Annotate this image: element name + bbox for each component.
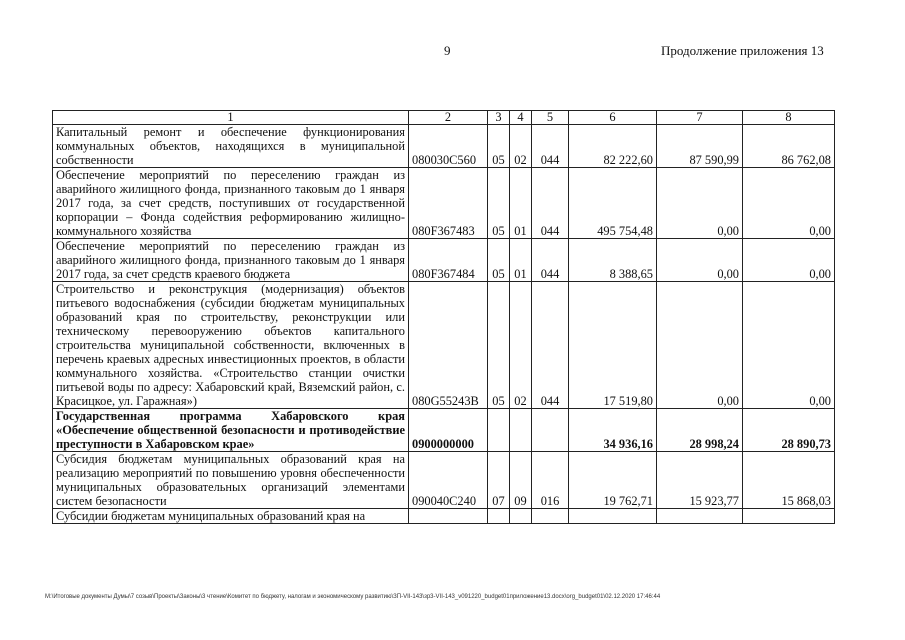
table-row [53,452,835,509]
expense-type-code: 044 [532,168,569,239]
table-row [53,509,835,524]
amount-col7: 0,00 [657,168,743,239]
column-header: 5 [532,111,569,125]
section-code: 07 [488,452,510,509]
table-row [53,125,835,168]
subsection-code: 01 [510,168,532,239]
subsection-code: 01 [510,239,532,282]
document-path-footer: M:\Итоговые документы Думы\7 созыв\Проекты\Законы\3 чтение\Комитет по бюджету, налогам и экономическому развитию\ЗП-VII-143\зр3-VII-143_v091220_budget01приложение13.docx\org_budget01\02.12.2020 17:46:44 [45,594,661,600]
amount-col6 [569,509,657,524]
subsection-code: 09 [510,452,532,509]
target-code: 080030С560 [409,125,488,168]
amount-col7: 0,00 [657,239,743,282]
subsection-code [510,409,532,452]
amount-col7: 28 998,24 [657,409,743,452]
row-name: Капитальный ремонт и обеспечение функционирования коммунальных объектов, находящихся в муниципальной собственности [53,125,409,168]
amount-col8: 0,00 [743,282,835,409]
table-header-row [53,111,835,125]
amount-col7: 87 590,99 [657,125,743,168]
target-code [409,509,488,524]
amount-col6: 8 388,65 [569,239,657,282]
table-row [53,282,835,409]
target-code: 080F367484 [409,239,488,282]
target-code: 090040С240 [409,452,488,509]
table-row [53,168,835,239]
expense-type-code [532,409,569,452]
continuation-title: Продолжение приложения 13 [661,43,824,58]
expense-type-code: 044 [532,125,569,168]
row-name: Обеспечение мероприятий по переселению граждан из аварийного жилищного фонда, признанного таковым до 1 января 2017 года, за счет средств, поступивших от государственной корпорации – Фонда содействия реформированию жилищно-коммунального хозяйства [53,168,409,239]
page-number: 9 [444,43,451,58]
expense-type-code: 044 [532,282,569,409]
expense-type-code: 016 [532,452,569,509]
target-code: 080F367483 [409,168,488,239]
section-code: 05 [488,239,510,282]
section-code: 05 [488,282,510,409]
column-header: 2 [409,111,488,125]
amount-col7: 0,00 [657,282,743,409]
amount-col7 [657,509,743,524]
section-code: 05 [488,125,510,168]
section-code [488,509,510,524]
row-name: Строительство и реконструкция (модернизация) объектов питьевого водоснабжения (субсидии бюджетам муниципальных образований края по строительству, реконструкции или техническому перевооружению объектов капитального строительства муниципальной собственности, включенных в перечень краевых адресных инвестиционных проектов, в области коммунального хозяйства. «Строительство станции очистки питьевой воды по адресу: Хабаровский край, Вяземский район, с. Красицкое, ул. Гаражная») [53,282,409,409]
row-name: Субсидии бюджетам муниципальных образований края на [53,509,409,524]
amount-col8: 0,00 [743,239,835,282]
amount-col6: 17 519,80 [569,282,657,409]
expense-type-code [532,509,569,524]
amount-col8: 0,00 [743,168,835,239]
row-name: Государственная программа Хабаровского края «Обеспечение общественной безопасности и противодействие преступности в Хабаровском крае» [53,409,409,452]
table-row-program [53,409,835,452]
column-header: 1 [53,111,409,125]
column-header: 7 [657,111,743,125]
section-code: 05 [488,168,510,239]
column-header: 4 [510,111,532,125]
subsection-code: 02 [510,282,532,409]
amount-col6: 82 222,60 [569,125,657,168]
amount-col7: 15 923,77 [657,452,743,509]
amount-col8: 15 868,03 [743,452,835,509]
amount-col6: 34 936,16 [569,409,657,452]
target-code: 080G55243В [409,282,488,409]
column-header: 3 [488,111,510,125]
amount-col8: 28 890,73 [743,409,835,452]
target-code: 0900000000 [409,409,488,452]
amount-col6: 19 762,71 [569,452,657,509]
amount-col6: 495 754,48 [569,168,657,239]
amount-col8: 86 762,08 [743,125,835,168]
row-name: Субсидия бюджетам муниципальных образований края на реализацию мероприятий по повышению уровня обеспеченности муниципальных образовательных организаций элементами систем безопасности [53,452,409,509]
table-row [53,239,835,282]
section-code [488,409,510,452]
row-name: Обеспечение мероприятий по переселению граждан из аварийного жилищного фонда, признанного таковым до 1 января 2017 года, за счет средств краевого бюджета [53,239,409,282]
subsection-code: 02 [510,125,532,168]
amount-col8 [743,509,835,524]
budget-table [52,110,835,524]
column-header: 8 [743,111,835,125]
column-header: 6 [569,111,657,125]
subsection-code [510,509,532,524]
expense-type-code: 044 [532,239,569,282]
